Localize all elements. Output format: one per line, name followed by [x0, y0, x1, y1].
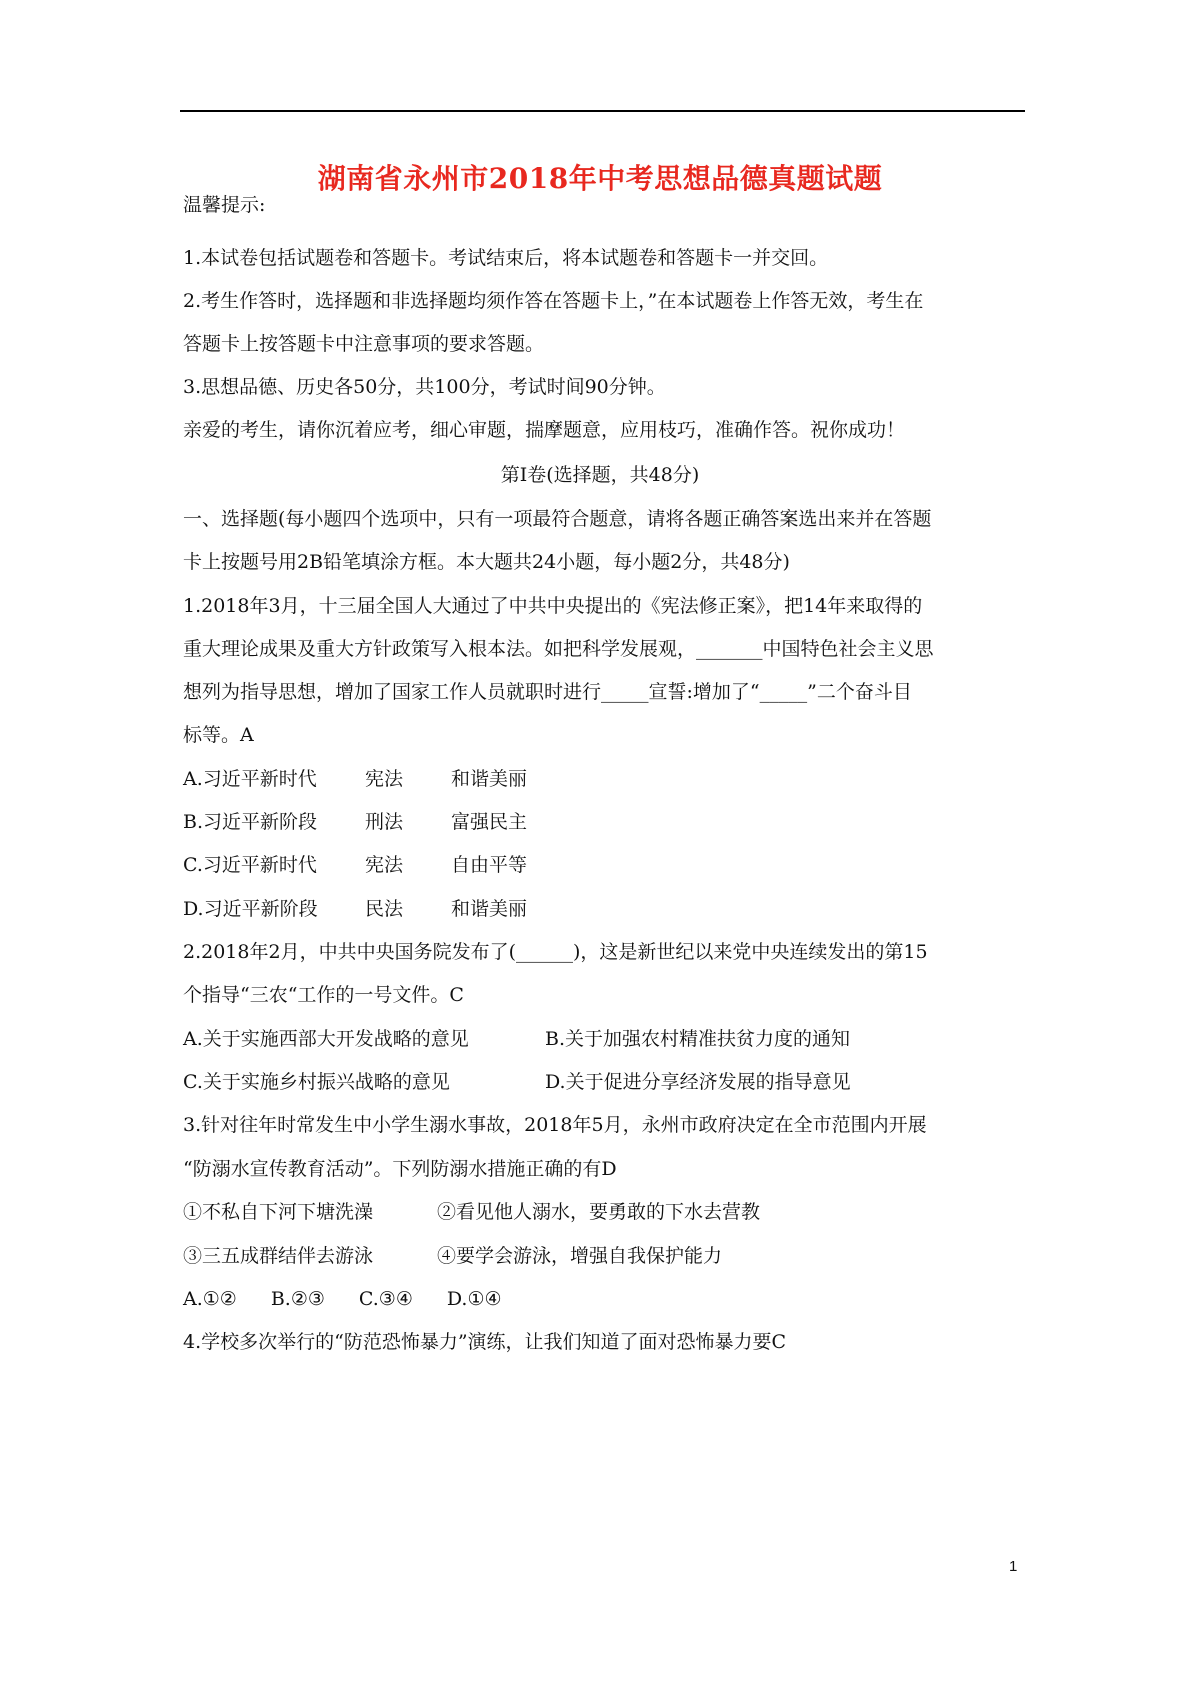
section-title: 第Ⅰ卷(选择题，共48分) [500, 464, 700, 486]
question-1-line: 1.2018年3月，十三届全国人大通过了中共中央提出的《宪法修正案》，把14年来取得的 [183, 595, 923, 617]
notice-heading: 温馨提示: [183, 194, 266, 216]
question-1-option-b [183, 809, 527, 835]
page-number: 1 [1009, 1558, 1018, 1575]
question-3-statements-row [183, 1243, 722, 1269]
option-cell: B.关于加强农村精准扶贫力度的通知 [545, 1028, 851, 1050]
question-1-option-c [183, 852, 527, 878]
choice-d: D.①④ [446, 1288, 502, 1310]
option-cell: 自由平等 [451, 854, 528, 876]
option-cell: A.关于实施西部大开发战略的意见 [183, 1028, 469, 1050]
option-cell: 刑法 [365, 811, 404, 833]
option-cell: 富强民主 [451, 811, 528, 833]
option-cell: A.习近平新时代 [183, 768, 317, 790]
notice-line: 2.考生作答时，选择题和非选择题均须作答在答题卡上，”在本试题卷上作答无效，考生在 [183, 290, 924, 312]
question-1-line: 想列为指导思想，增加了国家工作人员就职时进行_____宣誓:增加了“_____”二个奋斗目 [183, 681, 912, 703]
option-cell: 和谐美丽 [451, 898, 528, 920]
option-cell: D.关于促进分享经济发展的指导意见 [545, 1071, 851, 1093]
statement-cell: ④要学会游泳，增强自我保护能力 [437, 1245, 723, 1267]
option-cell: D.习近平新阶段 [183, 898, 318, 920]
notice-line: 3.思想品德、历史各50分，共100分，考试时间90分钟。 [183, 376, 666, 398]
question-1-option-d [183, 896, 527, 922]
option-cell: 宪法 [365, 768, 404, 790]
question-3-line: “防溺水宣传教育活动”。下列防溺水措施正确的有D [183, 1158, 617, 1180]
choice-c: C.③④ [358, 1288, 413, 1310]
question-1-line: 标等。A [183, 724, 254, 746]
question-3-line: 3.针对往年时常发生中小学生溺水事故，2018年5月，永州市政府决定在全市范围内开展 [183, 1114, 927, 1136]
option-cell: C.关于实施乡村振兴战略的意见 [183, 1071, 450, 1093]
option-cell: 宪法 [365, 854, 404, 876]
choice-a: A.①② [183, 1288, 237, 1310]
question-2-line: 2.2018年2月，中共中央国务院发布了(______)，这是新世纪以来党中央连续发出的第15 [183, 941, 928, 963]
question-2-options-row [183, 1069, 851, 1095]
section-intro-line: 一、选择题(每小题四个选项中，只有一项最符合题意，请将各题正确答案选出来并在答题 [183, 508, 932, 530]
option-cell: C.习近平新时代 [183, 854, 317, 876]
notice-line: 亲爱的考生，请你沉着应考，细心审题，揣摩题意，应用枝巧，准确作答。祝你成功！ [183, 419, 906, 441]
section-intro-line: 卡上按题号用2B铅笔填涂方框。本大题共24小题，每小题2分，共48分) [183, 551, 790, 573]
option-cell: 和谐美丽 [451, 768, 528, 790]
statement-cell: ②看见他人溺水，要勇敢的下水去营教 [437, 1201, 761, 1223]
question-2-line: 个指导“三农“工作的一号文件。C [183, 984, 464, 1006]
choice-b: B.②③ [270, 1288, 325, 1310]
question-2-options-row [183, 1026, 850, 1052]
notice-line: 1.本试卷包括试题卷和答题卡。考试结束后，将本试题卷和答题卡一并交回。 [183, 247, 829, 269]
question-3-choices [183, 1286, 536, 1312]
statement-cell: ③三五成群结伴去游泳 [183, 1245, 374, 1267]
question-1-line: 重大理论成果及重大方针政策写入根本法。如把科学发展观，_______中国特色社会主义思 [183, 638, 934, 660]
option-cell: B.习近平新阶段 [183, 811, 318, 833]
statement-cell: ①不私自下河下塘洗澡 [183, 1201, 374, 1223]
question-3-statements-row [183, 1199, 760, 1225]
question-1-option-a [183, 766, 527, 792]
page-title: 湖南省永州市2018年中考思想品德真题试题 [317, 162, 883, 195]
question-4-line: 4.学校多次举行的“防范恐怖暴力”演练，让我们知道了面对恐怖暴力要C [183, 1331, 787, 1353]
header-rule [180, 110, 1025, 112]
option-cell: 民法 [365, 898, 404, 920]
notice-line: 答题卡上按答题卡中注意事项的要求答题。 [183, 333, 545, 355]
